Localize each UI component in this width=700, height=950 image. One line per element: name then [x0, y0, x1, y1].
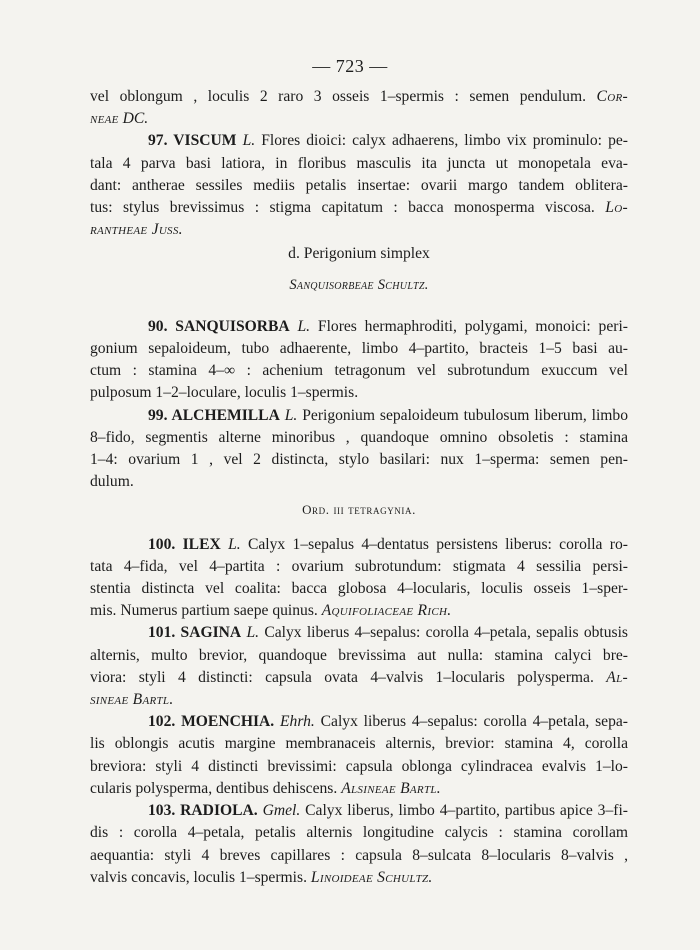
text-line: dant: antherae sessiles mediis petalis insertae: ovarii margo tandem oblitera- — [90, 176, 628, 194]
text-line: 1–4: ovarium 1 , vel 2 distincta, stylo basilari: nux 1–sperma: semen pen- — [90, 451, 628, 469]
genus-entry-moenchia: 102. MOENCHIA. Ehrh. Calyx liberus 4–sepalus: corolla 4–petala, sepa- — [148, 713, 628, 731]
tribe-heading: Sanquisorbeae Schultz. — [289, 276, 429, 293]
text-line: aequantia: styli 4 breves capillares : capsula 8–sulcata 8–locularis 8–valvis , — [90, 846, 628, 864]
genus-entry-sagina: 101. SAGINA L. Calyx liberus 4–sepalus: corolla 4–petala, sepalis obtusis — [148, 624, 629, 642]
text-line: ctum : stamina 4–∞ : achenium tetragonum vel subrotundum exuccum vel — [90, 362, 628, 380]
genus-entry-alchemilla: 99. ALCHEMILLA L. Perigonium sepaloideum tubulosum liberum, limbo — [148, 406, 629, 424]
genus-entry-sanquisorba: 90. SANQUISORBA L. Flores hermaphroditi, polygami, monoici: peri- — [148, 317, 628, 335]
text-line: cularis polysperma, dentibus dehiscens. Alsineae Bartl. — [90, 779, 441, 797]
text-line: gonium sepaloideum, tubo adhaerente, limbo 4–partito, bracteis 1–5 basi au- — [90, 340, 628, 358]
text-line: tala 4 parva basi latiora, in floribus masculis ita juncta ut monopetala eva- — [90, 154, 628, 172]
text-line: sineae Bartl. — [90, 691, 174, 709]
text-line: lis oblongis acutis margine membranaceis alternis, brevior: stamina 4, corolla — [90, 735, 628, 753]
section-subheading: d. Perigonium simplex — [288, 245, 430, 263]
text-line: vel oblongum , loculis 2 raro 3 osseis 1–spermis : semen pendulum. Cor- — [90, 88, 628, 105]
text-line: mis. Numerus partium saepe quinus. Aquifoliaceae Rich. — [90, 602, 452, 620]
text-line: stentia distincta vel coalita: bacca globosa 4–locularis, loculis osseis 1–sper- — [90, 580, 628, 598]
text-line: neae DC. — [90, 110, 149, 128]
page-number: — 723 — — [312, 56, 388, 76]
text-line: viora: styli 4 distincti: capsula ovata 4–valvis 1–locularis polysperma. Al- — [90, 668, 628, 686]
text-line: alternis, multo brevior, quandoque brevissima aut nulla: stamina calyci bre- — [90, 646, 628, 664]
text-line: 8–fido, segmentis alterne minoribus , quandoque omnino obsoletis : stamina — [90, 428, 628, 446]
text-line: pulposum 1–2–loculare, loculis 1–spermis. — [90, 384, 359, 402]
page-body — [90, 86, 628, 889]
text-line: valvis concavis, loculis 1–spermis. Linoideae Schultz. — [90, 868, 433, 886]
genus-entry-radiola: 103. RADIOLA. Gmel. Calyx liberus, limbo 4–partito, partibus apice 3–fi- — [148, 802, 628, 820]
text-line: tata 4–fida, vel 4–partita : ovarium subrotundum: stigmata 4 sessilia persi- — [90, 557, 628, 575]
text-line: breviora: styli 4 distincti brevissimi: capsula oblonga cylindracea evalvis 1–lo- — [90, 757, 628, 775]
text-line: rantheae Juss. — [90, 221, 183, 239]
text-line: tus: stylus brevissimus : stigma capitatum : bacca monosperma viscosa. Lo- — [90, 199, 628, 217]
text-line: dulum. — [90, 473, 134, 491]
genus-entry-viscum: 97. VISCUM L. Flores dioici: calyx adhaerens, limbo vix prominulo: pe- — [148, 132, 628, 150]
order-heading: Ord. iii tetragynia. — [302, 502, 416, 518]
genus-entry-ilex: 100. ILEX L. Calyx 1–sepalus 4–dentatus persistens liberus: corolla ro- — [148, 535, 628, 553]
text-line: dis : corolla 4–petala, petalis alternis longitudine calycis : stamina corollam — [90, 824, 628, 842]
